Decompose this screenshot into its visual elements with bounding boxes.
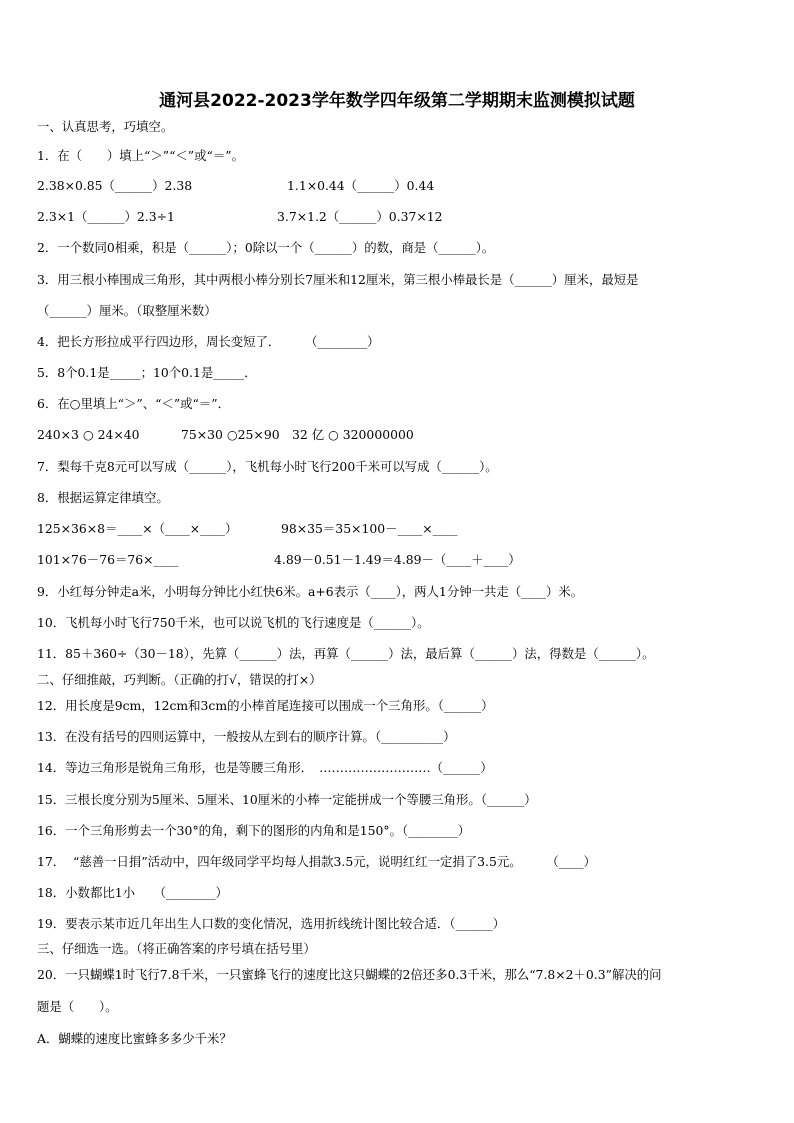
question-10: 10．飞机每小时飞行750千米，也可以说飞机的飞行速度是（______）。 (37, 615, 430, 630)
section-heading-3: 三、仔细选一选。（将正确答案的序号填在括号里） (37, 941, 316, 956)
question-1: 1．在（ ）填上“＞”“＜”或“＝”。 (37, 148, 244, 163)
q6-item-3: 32 亿 ○ 320000000 (292, 427, 414, 442)
question-15: 15．三根长度分别为5厘米、5厘米、10厘米的小棒一定能拼成一个等腰三角形。（______） (37, 792, 537, 807)
q8-item-1: 125×36×8＝____×（____×____） (37, 521, 238, 536)
question-13: 13．在没有括号的四则运算中，一般按从左到右的顺序计算。（__________） (37, 729, 456, 744)
question-17: 17． “慈善一日捐”活动中，四年级同学平均每人捐款3.5元，说明红红一定捐了3.5元。 （____） (37, 854, 596, 869)
question-16: 16．一个三角形剪去一个30°的角，剩下的图形的内角和是150°。（________） (37, 823, 471, 838)
q1-item-3: 2.3×1（______）2.3÷1 (37, 209, 175, 224)
question-20-line-2: 题是（ ）。 (37, 999, 118, 1014)
q1-item-2: 1.1×0.44（______）0.44 (287, 178, 435, 193)
section-heading-1: 一、认真思考，巧填空。 (37, 119, 174, 134)
question-4: 4．把长方形拉成平行四边形，周长变短了． （________） (37, 334, 380, 349)
question-11: 11．85＋360÷（30－18），先算（______）法，再算（______）法，最后算（______）法，得数是（______）。 (37, 646, 655, 661)
question-19: 19．要表示某市近几年出生人口数的变化情况，选用折线统计图比较合适．（______） (37, 916, 506, 931)
question-6: 6．在○里填上“＞”、“＜”或“＝”． (37, 396, 230, 411)
question-20-line-1: 20．一只蝴蝶1时飞行7.8千米，一只蜜蜂飞行的速度比这只蝴蝶的2倍还多0.3千米，那么“7.8×2＋0.3”解决的问 (37, 967, 662, 982)
section-heading-2: 二、仔细推敲，巧判断。（正确的打√，错误的打×） (37, 672, 322, 687)
question-5: 5．8个0.1是_____；10个0.1是_____． (37, 365, 257, 380)
q8-item-4: 4.89－0.51－1.49＝4.89－（____＋____） (274, 552, 521, 567)
q6-item-1: 240×3 ○ 24×40 (37, 427, 140, 442)
question-12: 12．用长度是9cm，12cm和3cm的小棒首尾连接可以围成一个三角形。（______） (37, 698, 494, 713)
question-7: 7．梨每千克8元可以写成（______），飞机每小时飞行200千米可以写成（______）。 (37, 459, 498, 474)
q8-item-3: 101×76－76＝76×____ (37, 552, 179, 567)
q6-item-2: 75×30 ○25×90 (181, 427, 280, 442)
q1-item-4: 3.7×1.2（______）0.37×12 (277, 209, 443, 224)
question-18: 18．小数都比1小 （________） (37, 885, 228, 900)
question-3-line-1: 3．用三根小棒围成三角形，其中两根小棒分别长7厘米和12厘米，第三根小棒最长是（______）厘米，最短是 (37, 272, 639, 287)
q8-item-2: 98×35＝35×100－____×____ (281, 521, 458, 536)
question-8: 8．根据运算定律填空。 (37, 490, 169, 505)
question-9: 9．小红每分钟走a米，小明每分钟比小红快6米。a+6表示（____），两人1分钟一共走（____）米。 (37, 584, 584, 599)
page-title: 通河县2022-2023学年数学四年级第二学期期末监测模拟试题 (159, 91, 635, 111)
question-20-option-a: A．蝴蝶的速度比蜜蜂多多少千米？ (37, 1031, 232, 1046)
q1-item-1: 2.38×0.85（______）2.38 (37, 178, 193, 193)
question-3-line-2: （______）厘米。（取整厘米数） (37, 303, 217, 318)
question-2: 2．一个数同0相乘，积是（______）；0除以一个（______）的数，商是（______）。 (37, 240, 495, 255)
question-14: 14．等边三角形是锐角三角形，也是等腰三角形． ………………………（______） (37, 760, 493, 775)
